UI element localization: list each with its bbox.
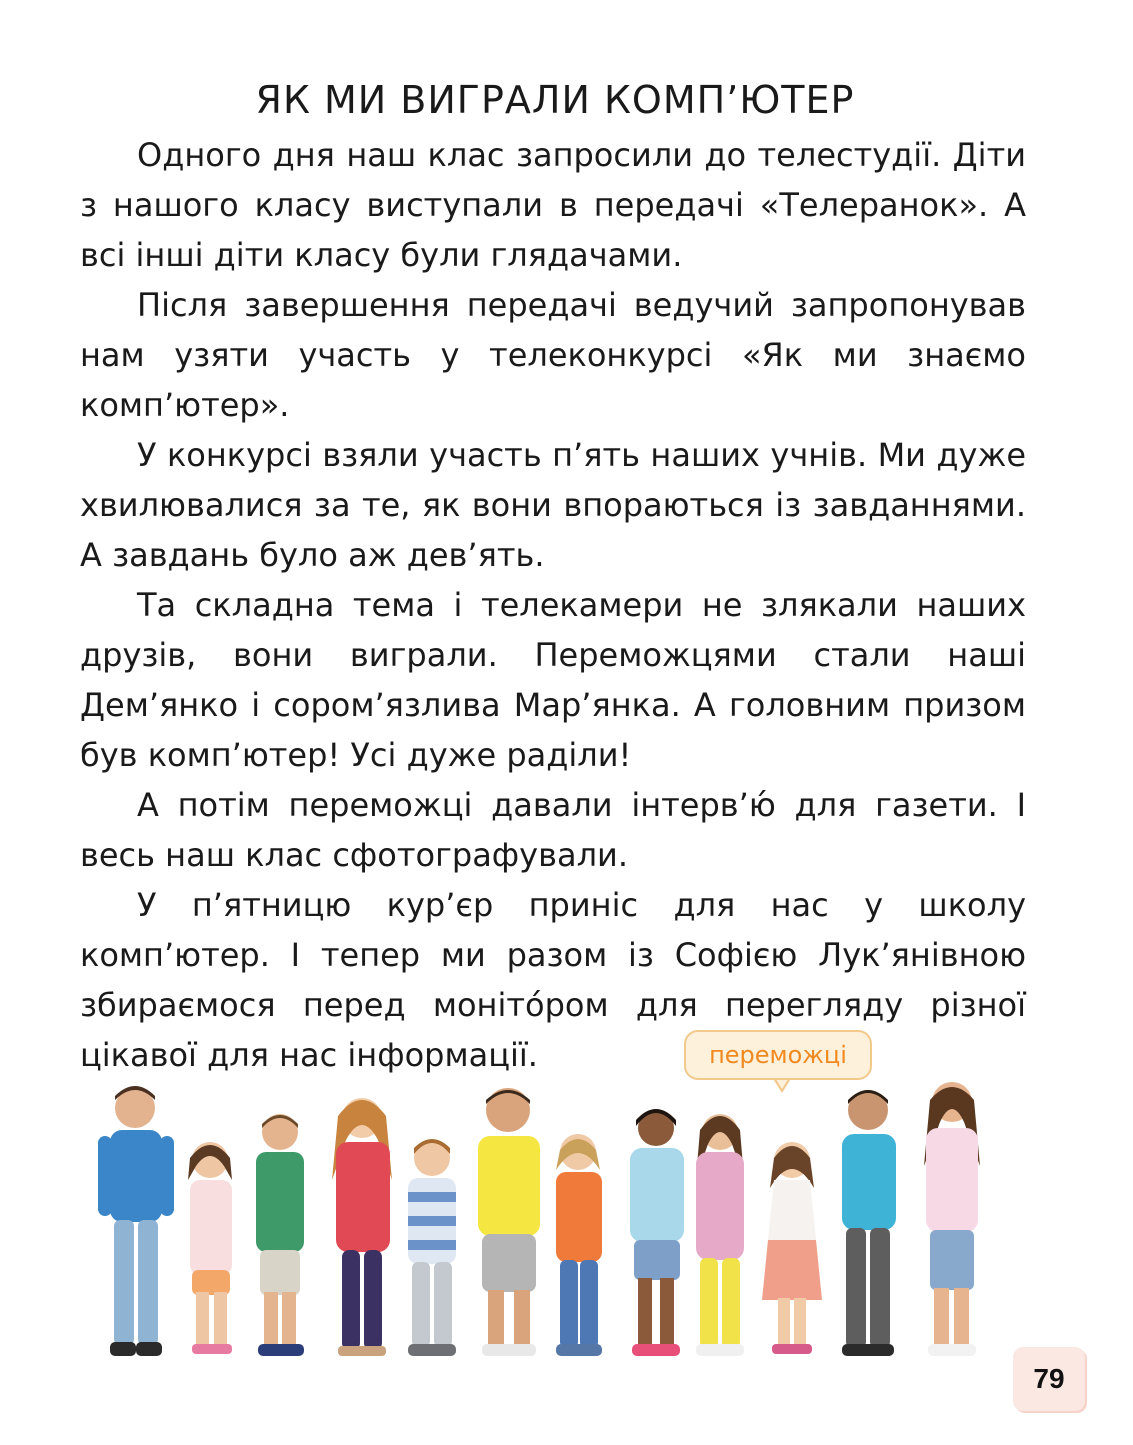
child-12: [924, 1082, 980, 1356]
story-title: ЯК МИ ВИГРАЛИ КОМП’ЮТЕР: [255, 78, 855, 122]
child-10: [762, 1142, 822, 1354]
class-group-photo: [80, 1070, 1010, 1370]
child-7: [556, 1134, 602, 1356]
paragraph-4: Та складна тема і телекамери не злякали наших друзів, вони виграли. Переможцями стали наші Дем’янко і сором’язлива Мар’янка. А головним призом був комп’ютер! Усі дуже раділи!: [80, 586, 1026, 774]
paragraph-1: Одного дня наш клас запросили до телестудії. Діти з нашого класу виступали в передачі «Телеранок». А всі інші діти класу були глядачами.: [80, 136, 1026, 274]
page-number: 79: [1013, 1347, 1085, 1411]
child-4: [332, 1098, 392, 1356]
child-2: [188, 1142, 232, 1354]
paragraph-6: У п’ятницю кур’єр приніс для нас у школу комп’ютер. І тепер ми разом із Софією Лук’янівною збираємося перед моніто́ром для перегляду різної цікавої для нас інформації.: [80, 886, 1026, 1074]
child-1: [98, 1086, 174, 1356]
child-9: [696, 1114, 744, 1356]
story-text: [80, 130, 1026, 1080]
paragraph-3: У конкурсі взяли участь п’ять наших учнів. Ми дуже хвилювалися за те, як вони впораються із завданнями. А завдань було аж дев’ять.: [80, 436, 1026, 574]
child-5: [408, 1139, 456, 1356]
child-11: [842, 1090, 896, 1356]
child-3: [256, 1114, 304, 1356]
child-6: [478, 1088, 540, 1356]
child-8: [630, 1109, 684, 1356]
paragraph-5: А потім переможці давали інтерв’ю́ для газети. І весь наш клас сфотографували.: [80, 786, 1026, 874]
paragraph-2: Після завершення передачі ведучий запропонував нам узяти участь у телеконкурсі «Як ми знаємо комп’ютер».: [80, 286, 1026, 424]
speech-bubble-winners: переможці: [684, 1030, 872, 1080]
